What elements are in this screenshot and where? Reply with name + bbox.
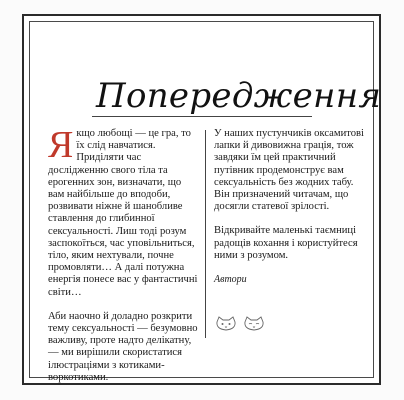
author-signature: Автори — [214, 274, 247, 286]
intro-paragraph — [48, 124, 198, 299]
left-column — [48, 124, 198, 396]
cat-decorations — [215, 316, 275, 336]
guide-paragraph: У наших пустунчиків оксамитові лапки й дивовижна грація, тож завдяки їм цей практичний путівник продемонструє вам сексуальність без жодних табу. Він призначений читачам, що досягли статевої зрілості. — [214, 128, 364, 213]
cat-face-icon — [215, 316, 237, 332]
column-divider — [205, 130, 206, 338]
title-underline — [92, 116, 312, 117]
drop-cap: Я — [48, 124, 74, 166]
page-title: Попередження — [96, 76, 382, 116]
intro-paragraph-text: кщо любощі — це гра, то їх слід навчатися. Приділяти час дослідженню свого тіла та ерогенних зон, визначати, що вам найбільше до вподоби, розвивати ніжне й шанобливе ставлення до глибинної сексуальності. Лиш тоді розум заспокоїться, час уповільниться, тіло, яким нехтували, почне промовляти… А далі потужна енергія понесе вас у фантастичні світи… — [48, 128, 198, 298]
cat-face-icon — [243, 316, 265, 332]
right-column — [214, 128, 364, 298]
closing-paragraph: Відкривайте маленькі таємниці радощів кохання і користуйтеся ними з розумом. — [214, 225, 358, 261]
illustrations-paragraph: Аби наочно й доладно розкрити тему сексуальності — безумовно важливу, проте надто делікатну, — ми вирішили скористатися ілюстраціями з котиками-воркотиками. — [48, 310, 198, 383]
